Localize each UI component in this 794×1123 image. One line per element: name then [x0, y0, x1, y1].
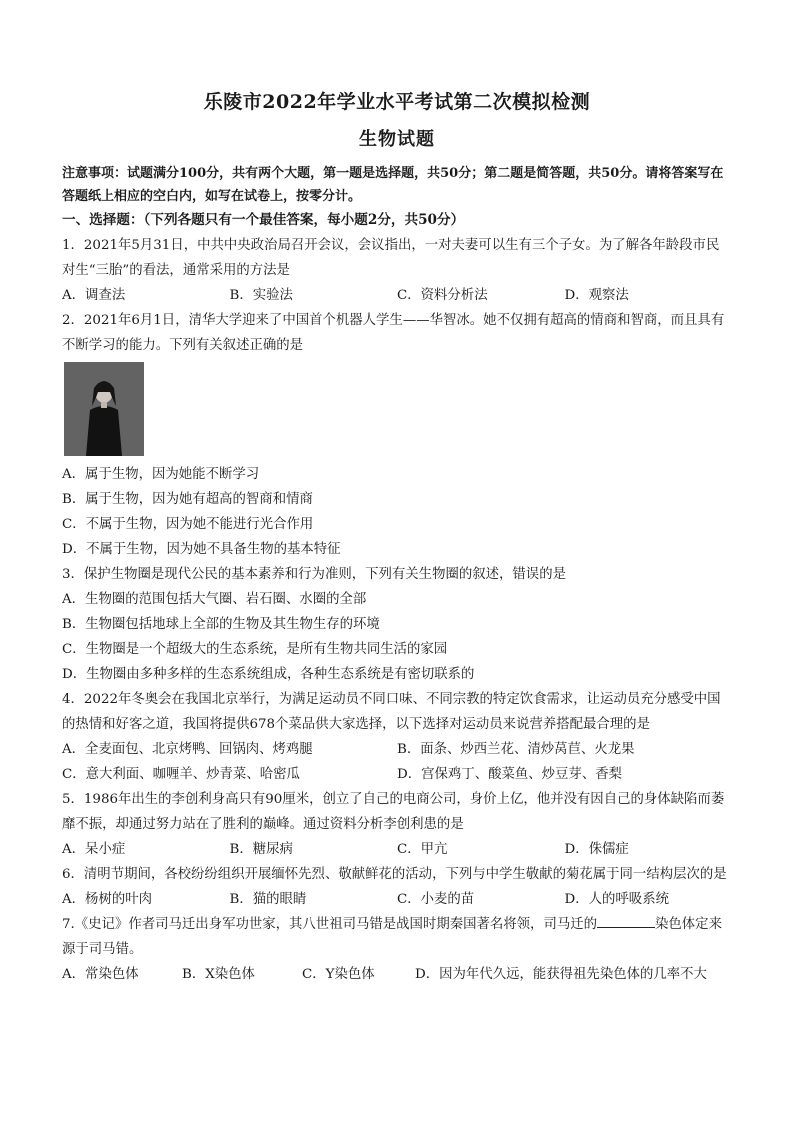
- question-7: [62, 912, 732, 987]
- question-4: [62, 687, 732, 787]
- option-b: B．糖尿病: [229, 842, 293, 857]
- option-a: A．杨树的叶肉: [62, 892, 153, 907]
- exam-notice: 注意事项：试题满分100分，共有两个大题，第一题是选择题，共50分；第二题是简答题，共50分。请将答案写在答题纸上相应的空白内，如写在试卷上，按零分计。: [62, 166, 724, 204]
- option-d: D．观察法: [564, 288, 629, 303]
- question-stem-part1: 7.《史记》作者司马迁出身军功世家，其八世祖司马错是战国时期秦国著名将领，司马迁的: [62, 917, 598, 932]
- question-stem: 3．保护生物圈是现代公民的基本素养和行为准则，下列有关生物圈的叙述，错误的是: [62, 567, 566, 582]
- option-row: [62, 737, 732, 762]
- option-c: C．意大利面、咖喱羊、炒青菜、哈密瓜: [62, 767, 300, 782]
- photo-illustration: [64, 362, 144, 456]
- question-2: [62, 308, 732, 562]
- option-c: C．不属于生物，因为她不能进行光合作用: [62, 517, 314, 532]
- question-6: [62, 862, 732, 912]
- question-3: [62, 562, 732, 687]
- question-stem: 4．2022年冬奥会在我国北京举行，为满足运动员不同口味、不同宗教的特定饮食需求，让运动员充分感受中国的热情和好客之道，我国将提供678个菜品供大家选择，以下选择对运动员来说营养搭配最合理的是: [62, 692, 721, 732]
- option-c: C．甲亢: [397, 842, 448, 857]
- option-b: B．猫的眼睛: [229, 892, 307, 907]
- page-title: 乐陵市2022年学业水平考试第二次模拟检测: [203, 91, 591, 113]
- question-stem-part2: 染色体定来源于司马错。: [62, 917, 722, 957]
- question-stem: 2．2021年6月1日，清华大学迎来了中国首个机器人学生——华智冰。她不仅拥有超高的情商和智商，而且具有不断学习的能力。下列有关叙述正确的是: [62, 313, 725, 353]
- question-stem: [62, 912, 732, 962]
- option-b: B．属于生物，因为她有超高的智商和情商: [62, 492, 313, 507]
- robot-student-photo: [64, 362, 144, 456]
- option-a: A．呆小症: [62, 842, 126, 857]
- question-stem: 6．清明节期间，各校纷纷组织开展缅怀先烈、敬献鲜花的活动，下列与中学生敬献的菊花属于同一结构层次的是: [62, 867, 727, 882]
- option-row: [62, 887, 732, 912]
- option-a: A．属于生物，因为她能不断学习: [62, 467, 260, 482]
- option-d: D．不属于生物，因为她不具备生物的基本特征: [62, 542, 341, 557]
- option-c: C．小麦的苗: [397, 892, 475, 907]
- section-heading: 一、选择题：（下列各题只有一个最佳答案，每小题2分，共50分）: [62, 212, 465, 228]
- page-subtitle: 生物试题: [359, 129, 435, 150]
- option-b: B．实验法: [229, 288, 293, 303]
- option-row: [62, 962, 732, 987]
- option-row: [62, 283, 732, 308]
- option-c: C．生物圈是一个超级大的生态系统，是所有生物共同生活的家园: [62, 642, 448, 657]
- question-1: [62, 233, 732, 308]
- option-b: B．面条、炒西兰花、清炒莴苣、火龙果: [397, 742, 635, 757]
- option-d: D．宫保鸡丁、酸菜鱼、炒豆芽、香梨: [397, 767, 622, 782]
- option-c: C．资料分析法: [397, 288, 488, 303]
- option-row: [62, 837, 732, 862]
- option-a: A．全麦面包、北京烤鸭、回锅肉、烤鸡腿: [62, 742, 313, 757]
- option-d: D．侏儒症: [564, 842, 629, 857]
- option-b: B．X染色体: [182, 967, 255, 982]
- option-b: B．生物圈包括地球上全部的生物及其生物生存的环境: [62, 617, 380, 632]
- option-d: D．人的呼吸系统: [564, 892, 669, 907]
- question-5: [62, 787, 732, 862]
- question-stem: 1．2021年5月31日，中共中央政治局召开会议，会议指出，一对夫妻可以生有三个子女。为了解各年龄段市民对生“三胎”的看法，通常采用的方法是: [62, 238, 720, 278]
- option-a: A．常染色体: [62, 967, 139, 982]
- option-c: C．Y染色体: [302, 967, 375, 982]
- option-a: A．调查法: [62, 288, 126, 303]
- answer-blank: [597, 913, 655, 928]
- option-d: D．因为年代久远，能获得祖先染色体的几率不大: [415, 967, 707, 982]
- option-row: [62, 762, 732, 787]
- question-stem: 5．1986年出生的李创利身高只有90厘米，创立了自己的电商公司，身价上亿，他并没有因自己的身体缺陷而萎靡不振，却通过努力站在了胜利的巅峰。通过资料分析李创利患的是: [62, 792, 725, 832]
- option-d: D．生物圈由多种多样的生态系统组成，各种生态系统是有密切联系的: [62, 667, 475, 682]
- option-a: A．生物圈的范围包括大气圈、岩石圈、水圈的全部: [62, 592, 367, 607]
